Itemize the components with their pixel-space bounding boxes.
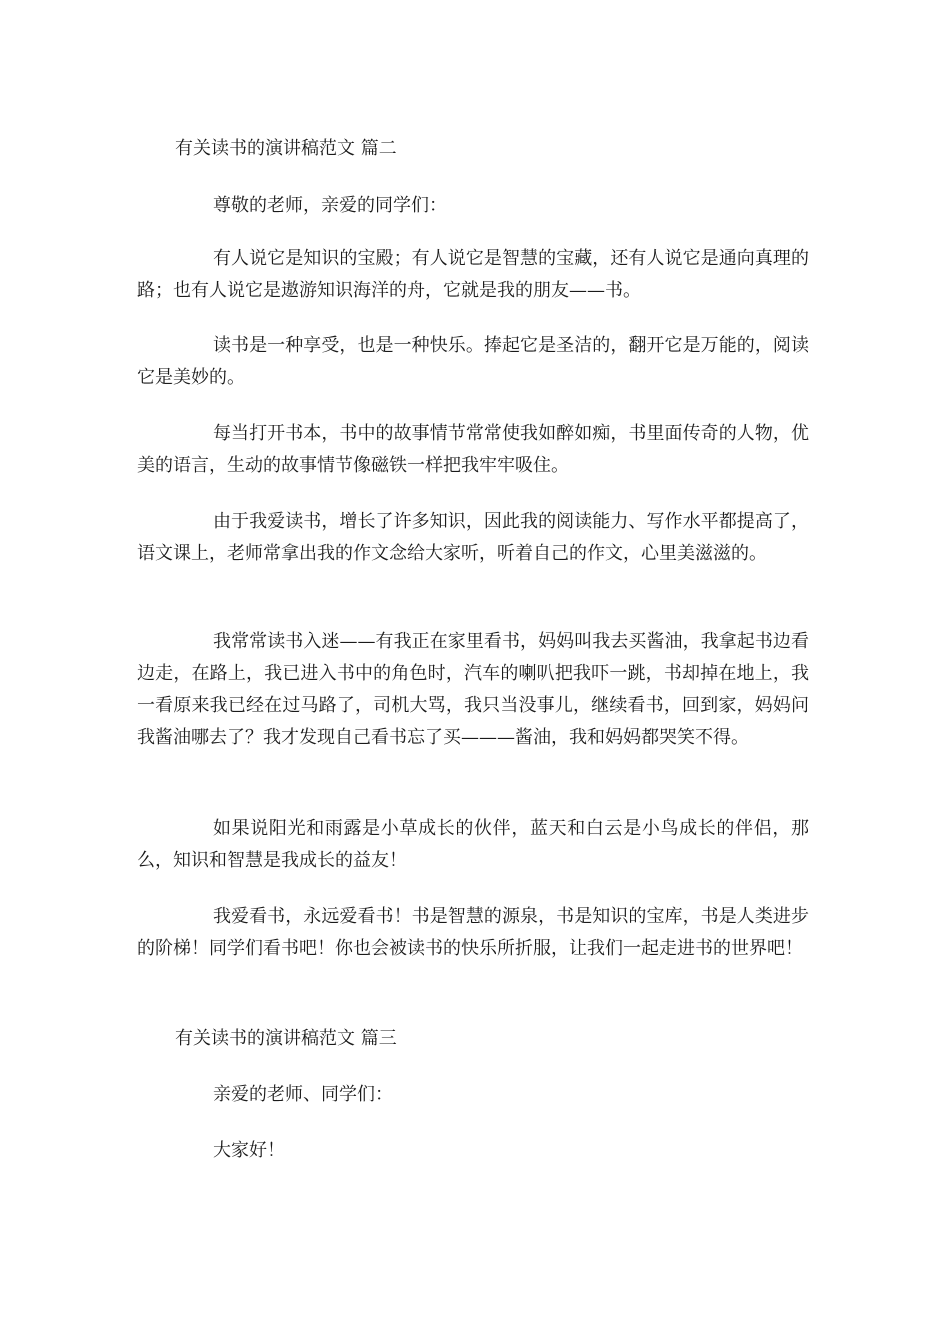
greeting-3: 大家好！ (213, 1140, 285, 1161)
paragraph-6: 如果说阳光和雨露是小草成长的伙伴，蓝天和白云是小鸟成长的伴侣，那么，知识和智慧是我成长的益友！ (137, 818, 809, 871)
paragraph-1: 有人说它是知识的宝殿；有人说它是智慧的宝藏，还有人说它是通向真理的路；也有人说它是遨游知识海洋的舟，它就是我的朋友——书。 (137, 248, 809, 301)
paragraph-7: 我爱看书，永远爱看书！书是智慧的源泉，书是知识的宝库，书是人类进步的阶梯！同学们看书吧！你也会被读书的快乐所折服，让我们一起走进书的世界吧！ (137, 906, 809, 959)
paragraph-2: 读书是一种享受，也是一种快乐。捧起它是圣洁的，翻开它是万能的，阅读它是美妙的。 (137, 335, 809, 388)
salutation-2: 尊敬的老师，亲爱的同学们： (213, 195, 447, 216)
section-heading-2: 有关读书的演讲稿范文 篇二 (175, 138, 397, 159)
paragraph-4: 由于我爱读书，增长了许多知识，因此我的阅读能力、写作水平都提高了，语文课上，老师常拿出我的作文念给大家听，听着自己的作文，心里美滋滋的。 (137, 511, 809, 564)
section-heading-3: 有关读书的演讲稿范文 篇三 (175, 1028, 397, 1049)
paragraph-3: 每当打开书本，书中的故事情节常常使我如醉如痴，书里面传奇的人物，优美的语言，生动的故事情节像磁铁一样把我牢牢吸住。 (137, 423, 809, 476)
paragraph-5: 我常常读书入迷——有我正在家里看书，妈妈叫我去买酱油，我拿起书边看边走，在路上，我已进入书中的角色时，汽车的喇叭把我吓一跳，书却掉在地上，我一看原来我已经在过马路了，司机大骂，我只当没事儿，继续看书，回到家，妈妈问我酱油哪去了？我才发现自己看书忘了买———酱油，我和妈妈都哭笑不得。 (137, 631, 809, 748)
salutation-3: 亲爱的老师、同学们： (213, 1084, 393, 1105)
